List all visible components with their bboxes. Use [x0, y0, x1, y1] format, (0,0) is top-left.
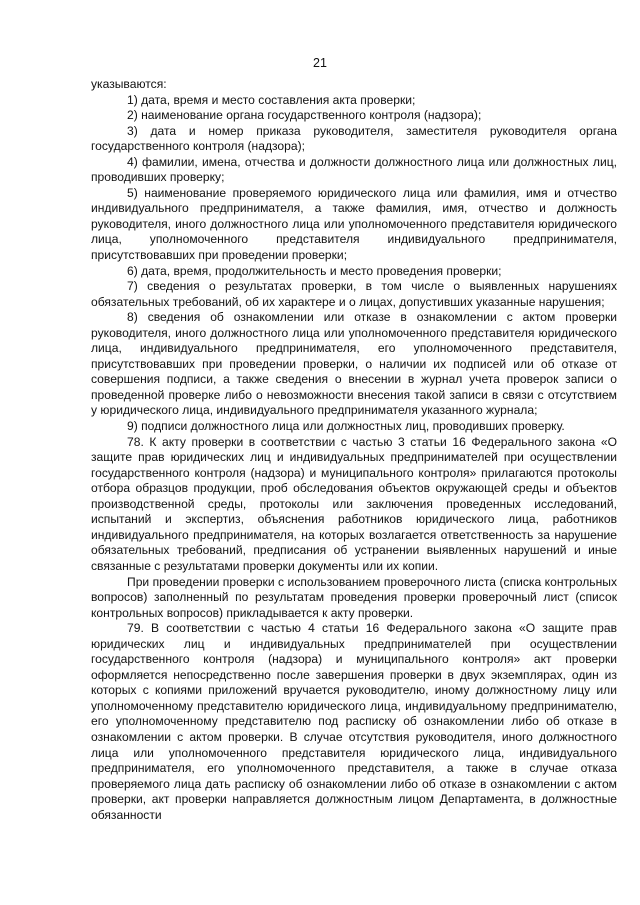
paragraph: При проведении проверки с использованием проверочного листа (списка контрольных вопросов) заполненный по результатам проведения проверки проверочный лист (список контрольных вопросов) прикладывается к акту проверки.	[91, 574, 617, 620]
paragraph: 2) наименование органа государственного контроля (надзора);	[127, 108, 482, 123]
paragraph: 9) подписи должностного лица или должностных лиц, проводивших проверку.	[127, 419, 565, 434]
paragraph: 79. В соответствии с частью 4 статьи 16 Федерального закона «О защите прав юридических лиц и индивидуальных предпринимателей при осуществлении государственного контроля (надзора) и муниципального контроля» акт проверки оформляется непосредственно после завершения проверки в двух экземплярах, один из которых с копиями приложений вручается руководителю, иному должностному лицу или уполномоченному представителю юридического лица, индивидуальному предпринимателю, его уполномоченному представителю под расписку об ознакомлении либо об отказе в ознакомлении с актом проверки. В случае отсутствия руководителя, иного должностного лица или уполномоченного представителя юридического лица, индивидуального предпринимателя, его уполномоченного представителя, а также в случае отказа проверяемого лица дать расписку об ознакомлении либо об отказе в ознакомлении с актом проверки, акт проверки направляется должностным лицом Департамента, в должностные обязанности	[91, 621, 617, 822]
paragraph: 4) фамилии, имена, отчества и должности должностного лица или должностных лиц, проводивших проверку;	[91, 154, 617, 185]
paragraph: 5) наименование проверяемого юридического лица или фамилия, имя и отчество индивидуального предпринимателя, а также фамилия, имя, отчество и должность руководителя, иного должностного лица или уполномоченного представителя юридического лица, уполномоченного представителя индивидуального предпринимателя, присутствовавших при проведении проверки;	[91, 185, 617, 263]
paragraph: 1) дата, время и место составления акта проверки;	[127, 92, 416, 107]
paragraph: 78. К акту проверки в соответствии с частью 3 статьи 16 Федерального закона «О защите прав юридических лиц и индивидуальных предпринимателей при осуществлении государственного контроля (надзора) и муниципального контроля» прилагаются протоколы отбора образцов продукции, проб обследования объектов окружающей среды и объектов производственной среды, протоколы или заключения проведенных исследований, испытаний и экспертиз, объяснения работников юридического лица, работников индивидуального предпринимателя, на которых возлагается ответственность за нарушение обязательных требований, предписания об устранении выявленных нарушений и иные связанные с результатами проверки документы или их копии.	[91, 434, 617, 573]
document-body	[91, 77, 617, 823]
paragraph: 3) дата и номер приказа руководителя, заместителя руководителя органа государственного контроля (надзора);	[91, 123, 617, 154]
paragraph: 6) дата, время, продолжительность и место проведения проверки;	[127, 263, 502, 278]
page-number: 21	[313, 56, 327, 70]
paragraph: указываются:	[91, 77, 167, 91]
paragraph: 7) сведения о результатах проверки, в том числе о выявленных нарушениях обязательных требований, об их характере и о лицах, допустивших указанные нарушения;	[91, 279, 617, 309]
paragraph: 8) сведения об ознакомлении или отказе в ознакомлении с актом проверки руководителя, иного должностного лица или уполномоченного представителя юридического лица, индивидуального предпринимателя, его уполномоченного представителя, присутствовавших при проведении проверки, о наличии их подписей или об отказе от совершения подписи, а также сведения о внесении в журнал учета проверок записи о проведенной проверке либо о невозможности внесения такой записи в связи с отсутствием у юридического лица, индивидуального предпринимателя указанного журнала;	[91, 310, 617, 418]
